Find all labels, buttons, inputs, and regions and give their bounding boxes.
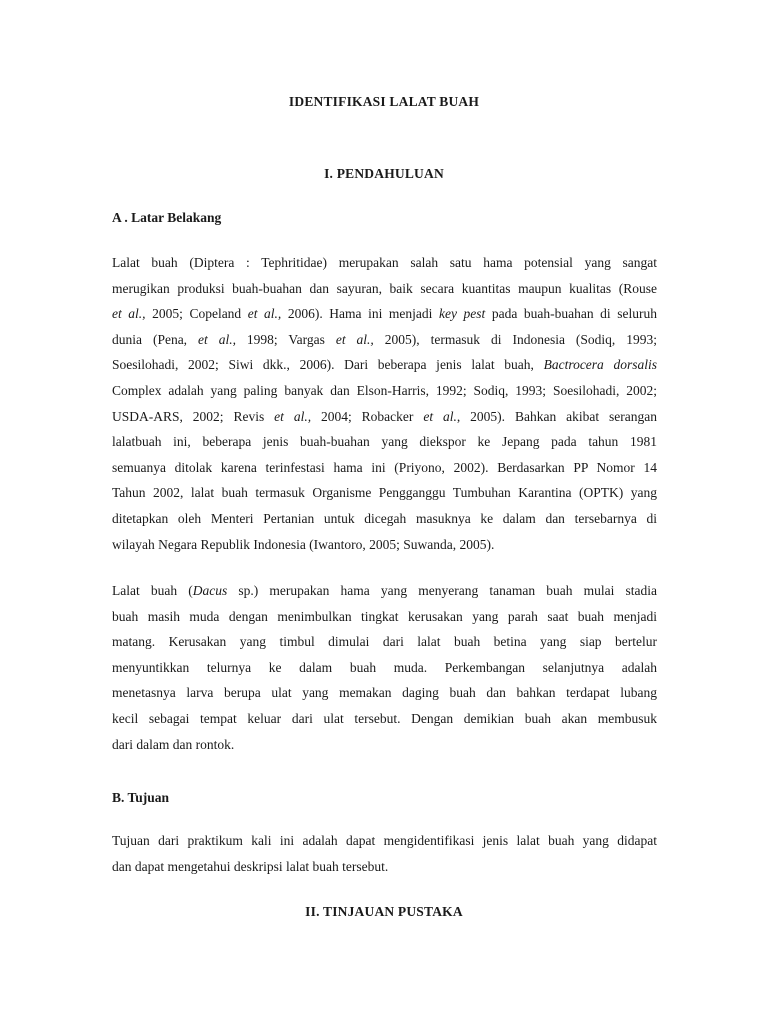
document-title: IDENTIFIKASI LALAT BUAH (288, 94, 480, 109)
subsection-heading-latar-belakang: A . Latar Belakang (112, 210, 222, 225)
text-span: Soesilohadi, 2002; Siwi dkk., 2006). Dari beberapa jenis lalat buah, (112, 357, 544, 373)
text-span: 2005), termasuk di Indonesia (Sodiq, 1993; (373, 331, 657, 347)
text-span: sp.) merupakan hama yang menyerang tanaman buah mulai stadia (227, 583, 657, 598)
text-line: buah masih muda dengan menimbulkan tingkat kerusakan yang parah saat buah menjadi (112, 608, 657, 624)
text-span: 2004; Robacker (311, 408, 424, 424)
text-span: dunia (Pena, (112, 331, 199, 347)
paragraph-latar-belakang-1 (112, 250, 657, 557)
text-span: USDA-ARS, 2002; Revis (112, 408, 275, 424)
text-line: Tahun 2002, lalat buah termasuk Organisme Pengganggu Tumbuhan Karantina (OPTK) yang (112, 485, 657, 501)
subsection-heading-tujuan: B. Tujuan (112, 790, 170, 805)
text-line: menyuntikkan telurnya ke dalam buah muda. Perkembangan selanjutnya adalah (112, 659, 657, 675)
italic-text: Bactrocera dorsalis (543, 357, 657, 373)
text-line (112, 352, 657, 378)
italic-text: et al., (198, 331, 236, 347)
text-line: ditetapkan oleh Menteri Pertanian untuk dicegah masuknya ke dalam dan tersebarnya di (112, 510, 657, 526)
text-line: Tujuan dari praktikum kali ini adalah dapat mengidentifikasi jenis lalat buah yang didapat (112, 833, 657, 848)
text-line: matang. Kerusakan yang timbul dimulai dari lalat buah betina yang siap bertelur (112, 634, 657, 650)
text-line: wilayah Negara Republik Indonesia (Iwantoro, 2005; Suwanda, 2005). (112, 536, 495, 552)
text-line (112, 404, 657, 430)
text-line (112, 578, 657, 604)
text-line: menetasnya larva berupa ulat yang memakan daging buah dan bahkan terdapat lubang (112, 685, 657, 701)
text-line: Complex adalah yang paling banyak dan Elson-Harris, 1992; Sodiq, 1993; Soesilohadi, 2002; (112, 382, 657, 398)
text-span: Lalat buah ( (112, 583, 193, 598)
text-span: pada buah-buahan di seluruh (485, 306, 657, 322)
text-line (112, 327, 657, 353)
text-line: Lalat buah (Diptera : Tephritidae) merupakan salah satu hama potensial yang sangat (112, 255, 657, 270)
text-span: 2005; Copeland (145, 306, 248, 322)
italic-text: Dacus (192, 583, 228, 598)
text-line: kecil sebagai tempat keluar dari ulat tersebut. Dengan demikian buah akan membusuk (112, 710, 657, 726)
italic-text: et al., (274, 408, 312, 424)
italic-text: key pest (438, 306, 486, 322)
text-span: , 2005). Bahkan akibat serangan (456, 408, 658, 424)
paragraph-latar-belakang-2 (112, 578, 657, 757)
text-line: dari dalam dan rontok. (112, 736, 235, 752)
text-span: 1998; Vargas (235, 331, 336, 347)
text-span: 2006). Hama ini menjadi (281, 306, 439, 322)
italic-text: et al., (335, 331, 374, 347)
section-heading-pendahuluan: I. PENDAHULUAN (324, 166, 444, 181)
text-line: dan dapat mengetahui deskripsi lalat buah tersebut. (112, 858, 389, 874)
section-heading-tinjauan-pustaka: II. TINJAUAN PUSTAKA (305, 904, 463, 919)
text-line: merugikan produksi buah-buahan dan sayuran, baik secara kuantitas maupun kualitas (Rouse (112, 280, 657, 296)
text-line: semuanya ditolak karena terinfestasi hama ini (Priyono, 2002). Berdasarkan PP Nomor 14 (112, 459, 657, 475)
italic-text: et al., (247, 306, 282, 322)
italic-text: et al., (112, 306, 146, 322)
paragraph-tujuan (112, 828, 657, 879)
italic-text: et al. (423, 408, 457, 424)
text-line (112, 301, 657, 327)
text-line: lalatbuah ini, beberapa jenis buah-buahan yang diekspor ke Jepang pada tahun 1981 (112, 434, 657, 450)
